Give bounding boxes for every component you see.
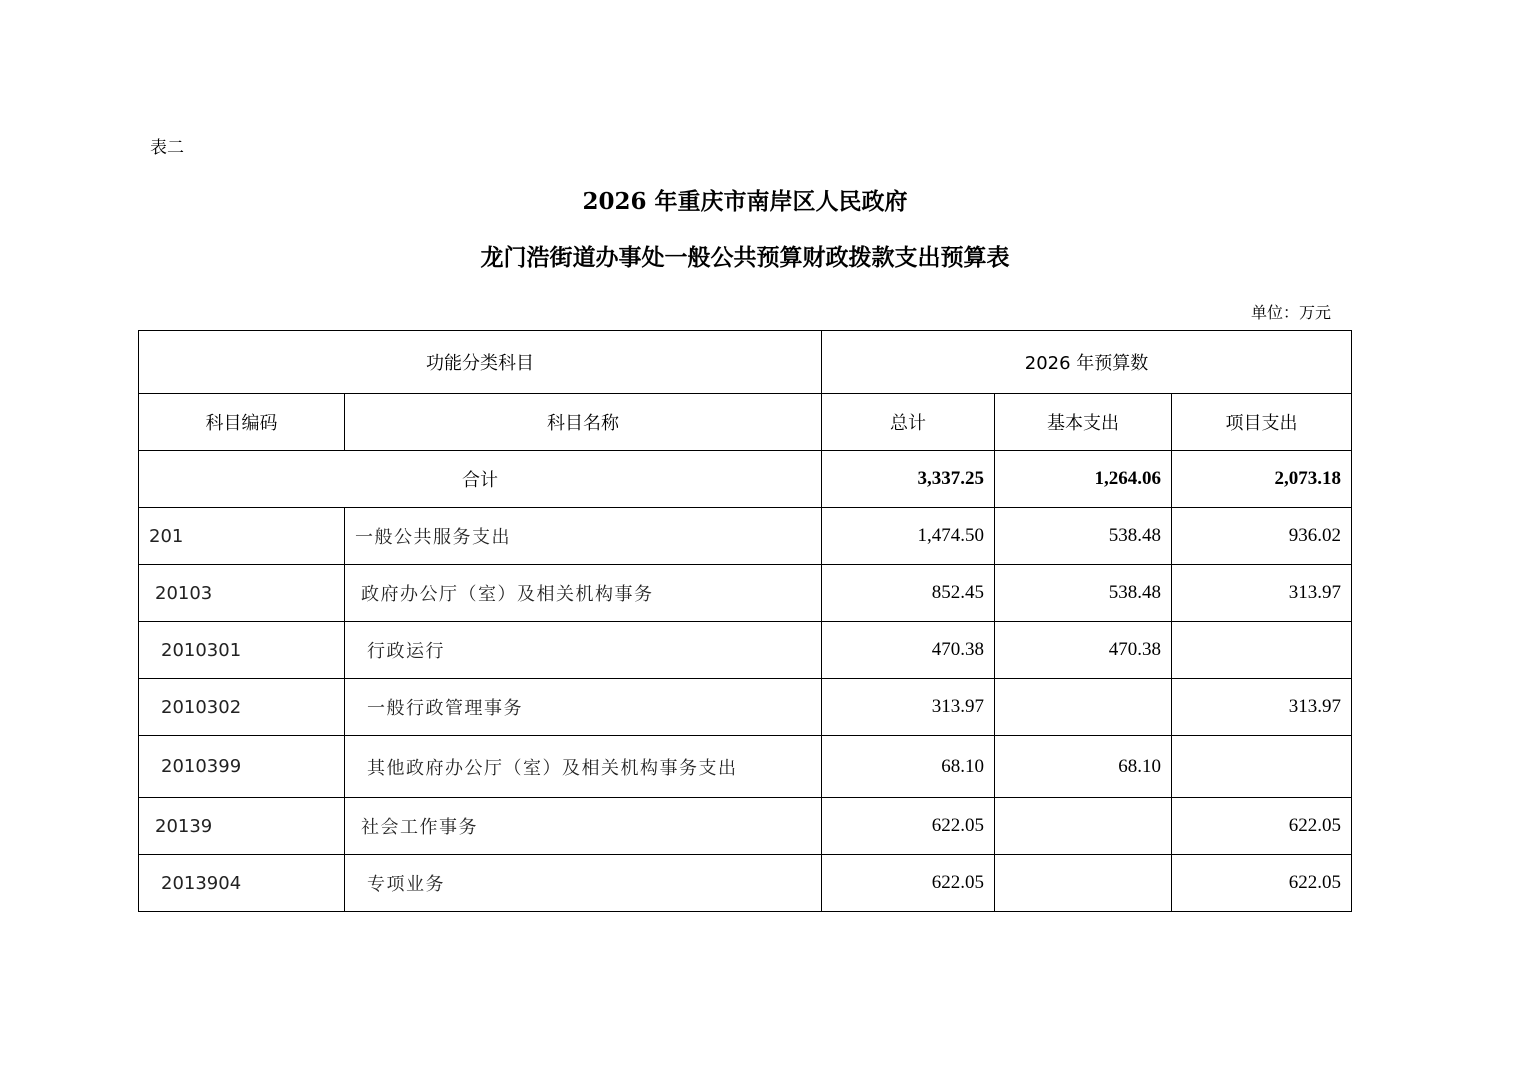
total-row bbox=[139, 451, 1352, 508]
row-basic bbox=[995, 798, 1172, 855]
row-name: 其他政府办公厅（室）及相关机构事务支出 bbox=[345, 736, 822, 798]
table-row bbox=[139, 855, 1352, 912]
table-row bbox=[139, 508, 1352, 565]
header-row-sub bbox=[139, 394, 1352, 451]
header-basic: 基本支出 bbox=[995, 394, 1172, 451]
row-name: 一般公共服务支出 bbox=[345, 508, 822, 565]
row-total: 622.05 bbox=[822, 798, 995, 855]
row-total: 852.45 bbox=[822, 565, 995, 622]
header-budget-year: 2026 年预算数 bbox=[822, 331, 1352, 394]
total-project: 2,073.18 bbox=[1172, 451, 1352, 508]
total-label: 合计 bbox=[139, 451, 822, 508]
row-code: 2013904 bbox=[139, 855, 345, 912]
row-total: 1,474.50 bbox=[822, 508, 995, 565]
row-basic: 538.48 bbox=[995, 508, 1172, 565]
row-basic bbox=[995, 855, 1172, 912]
row-name: 社会工作事务 bbox=[345, 798, 822, 855]
row-code: 2010301 bbox=[139, 622, 345, 679]
row-basic: 538.48 bbox=[995, 565, 1172, 622]
row-project bbox=[1172, 736, 1352, 798]
row-code: 20139 bbox=[139, 798, 345, 855]
table-row bbox=[139, 679, 1352, 736]
row-code: 2010399 bbox=[139, 736, 345, 798]
row-name: 一般行政管理事务 bbox=[345, 679, 822, 736]
row-project bbox=[1172, 622, 1352, 679]
row-basic bbox=[995, 679, 1172, 736]
row-name: 政府办公厅（室）及相关机构事务 bbox=[345, 565, 822, 622]
row-code: 2010302 bbox=[139, 679, 345, 736]
row-project: 622.05 bbox=[1172, 855, 1352, 912]
row-project: 313.97 bbox=[1172, 679, 1352, 736]
row-code: 20103 bbox=[139, 565, 345, 622]
header-row-top bbox=[139, 331, 1352, 394]
page-title-line1: 2026 年重庆市南岸区人民政府 bbox=[582, 188, 908, 215]
total-total: 3,337.25 bbox=[822, 451, 995, 508]
table-label: 表二 bbox=[150, 138, 184, 158]
row-total: 470.38 bbox=[822, 622, 995, 679]
row-total: 68.10 bbox=[822, 736, 995, 798]
page-title-line2: 龙门浩街道办事处一般公共预算财政拨款支出预算表 bbox=[480, 244, 1010, 271]
header-total: 总计 bbox=[822, 394, 995, 451]
row-name: 行政运行 bbox=[345, 622, 822, 679]
row-name: 专项业务 bbox=[345, 855, 822, 912]
header-code: 科目编码 bbox=[139, 394, 345, 451]
row-project: 936.02 bbox=[1172, 508, 1352, 565]
row-project: 313.97 bbox=[1172, 565, 1352, 622]
row-total: 313.97 bbox=[822, 679, 995, 736]
row-total: 622.05 bbox=[822, 855, 995, 912]
unit-label: 单位：万元 bbox=[1251, 303, 1332, 322]
header-functional-category: 功能分类科目 bbox=[139, 331, 822, 394]
total-basic: 1,264.06 bbox=[995, 451, 1172, 508]
row-basic: 68.10 bbox=[995, 736, 1172, 798]
table-row bbox=[139, 565, 1352, 622]
table-row bbox=[139, 736, 1352, 798]
row-code: 201 bbox=[139, 508, 345, 565]
table-row bbox=[139, 798, 1352, 855]
header-project: 项目支出 bbox=[1172, 394, 1352, 451]
budget-table bbox=[138, 330, 1352, 912]
header-name: 科目名称 bbox=[345, 394, 822, 451]
row-project: 622.05 bbox=[1172, 798, 1352, 855]
table-row bbox=[139, 622, 1352, 679]
row-basic: 470.38 bbox=[995, 622, 1172, 679]
